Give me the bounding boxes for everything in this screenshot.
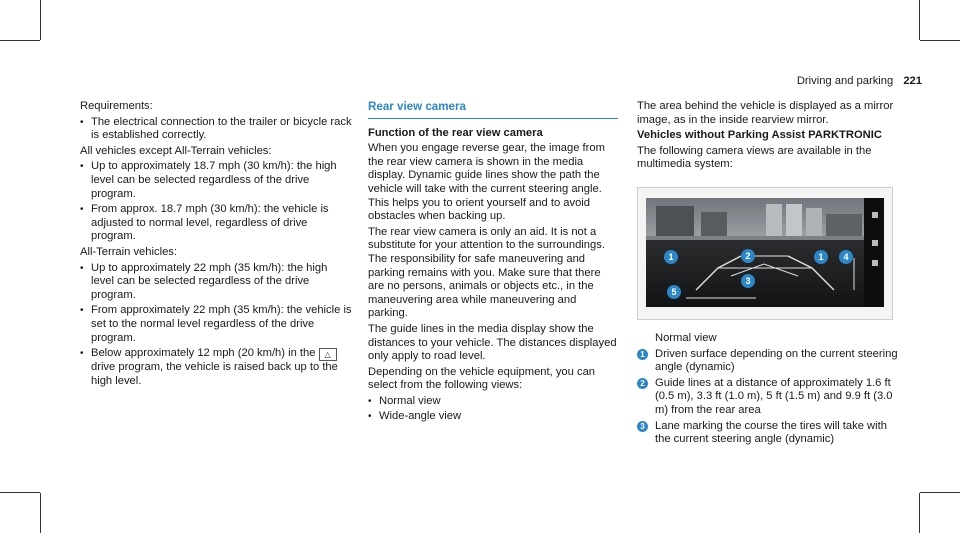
paragraph: The following camera views are available in the multimedia system:	[637, 144, 872, 171]
offroad-vehicle-icon: △	[319, 348, 337, 361]
paragraph: The area behind the vehicle is displayed as a mirror image, as in the inside rearview mirror.	[637, 100, 894, 126]
list-item: • Normal view	[368, 395, 618, 409]
crop-mark	[40, 493, 41, 533]
list-item: • Wide-angle view	[368, 410, 618, 424]
page-header	[797, 75, 922, 89]
image-caption: Normal view	[655, 332, 717, 344]
image-callout: 1	[814, 250, 828, 264]
all-terrain-heading: All-Terrain vehicles:	[80, 245, 177, 258]
crop-mark	[0, 492, 40, 493]
legend-text: Guide lines at a distance of approximately 1.6 ft (0.5 m), 3.3 ft (1.0 m), 5 ft (1.5 m) and 9.9 ft (3.0 m) from the rear area	[655, 376, 893, 416]
list-item: • Up to approximately 18.7 mph (30 km/h): the high level can be selected regardless of the drive program.	[80, 160, 352, 201]
list-item: • From approx. 18.7 mph (30 km/h): the vehicle is adjusted to normal level, regardless of drive program.	[80, 203, 352, 244]
crop-mark	[919, 493, 920, 533]
list-item: • From approximately 22 mph (35 km/h): the vehicle is set to the normal level regardless of the drive program.	[80, 304, 352, 345]
image-callout: 2	[741, 249, 755, 263]
settings-icon	[872, 260, 878, 266]
column-left	[80, 100, 352, 390]
image-callout: 1	[664, 250, 678, 264]
crop-mark	[920, 492, 960, 493]
section-name: Driving and parking	[796, 75, 894, 87]
crop-mark	[920, 40, 960, 41]
paragraph: Depending on the vehicle equipment, you can select from the following views:	[368, 365, 596, 392]
legend-text: Lane marking the course the tires will take with the current steering angle (dynamic)	[655, 419, 887, 446]
column-right	[637, 100, 899, 174]
subheading: Vehicles without Parking Assist PARKTRONIC	[637, 129, 882, 142]
legend-number: 3	[637, 421, 648, 432]
legend-number: 1	[637, 349, 648, 360]
requirements-list	[80, 116, 352, 143]
legend-text: Driven surface depending on the current steering angle (dynamic)	[655, 347, 898, 374]
section-divider	[368, 118, 618, 119]
views-list	[368, 395, 618, 424]
legend-item	[637, 377, 899, 418]
crop-mark	[919, 0, 920, 40]
all-terrain-list	[80, 262, 352, 389]
below-text-post: drive program, the vehicle is raised back up to the high level.	[91, 361, 338, 387]
paragraph: When you engage reverse gear, the image from the rear view camera is shown in the media display. Dynamic guide lines show the path the vehicle will take with the current steering angle. This helps you to orient yourself and to avoid obstacles when backing up.	[368, 142, 605, 223]
image-callout: 3	[741, 274, 755, 288]
below-text-pre: Below approximately 12 mph (20 km/h) in the	[91, 347, 316, 360]
legend-item	[637, 420, 899, 447]
view-icon	[872, 240, 878, 246]
image-callout: 4	[839, 250, 853, 264]
legend-number: 2	[637, 378, 648, 389]
paragraph: The rear view camera is only an aid. It is not a substitute for your attention to the surroundings. The responsibility for safe maneuvering and parking remains with you. Make sure that there are no persons, animals or objects etc., in the maneuvering area while maneuvering and parking.	[368, 225, 605, 320]
list-item: • Up to approximately 22 mph (35 km/h): the high level can be selected regardless of the drive program.	[80, 262, 352, 303]
all-vehicles-heading: All vehicles except All-Terrain vehicles:	[80, 144, 272, 157]
image-callout: 5	[667, 285, 681, 299]
camera-icon	[872, 212, 878, 218]
section-title: Rear view camera	[368, 100, 466, 113]
requirements-heading: Requirements:	[80, 100, 153, 112]
list-item	[80, 347, 352, 388]
crop-mark	[0, 40, 40, 41]
list-item: • The electrical connection to the trailer or bicycle rack is established correctly.	[80, 116, 352, 143]
column-middle	[368, 100, 618, 426]
paragraph: The guide lines in the media display show the distances to your vehicle. The distances displayed only apply to road level.	[368, 322, 617, 363]
legend-item	[637, 348, 899, 375]
page-number: 221	[903, 75, 922, 87]
subheading: Function of the rear view camera	[368, 126, 543, 139]
camera-view-illustration	[637, 187, 893, 320]
image-legend	[637, 332, 899, 449]
crop-mark	[40, 0, 41, 40]
all-vehicles-list	[80, 160, 352, 244]
